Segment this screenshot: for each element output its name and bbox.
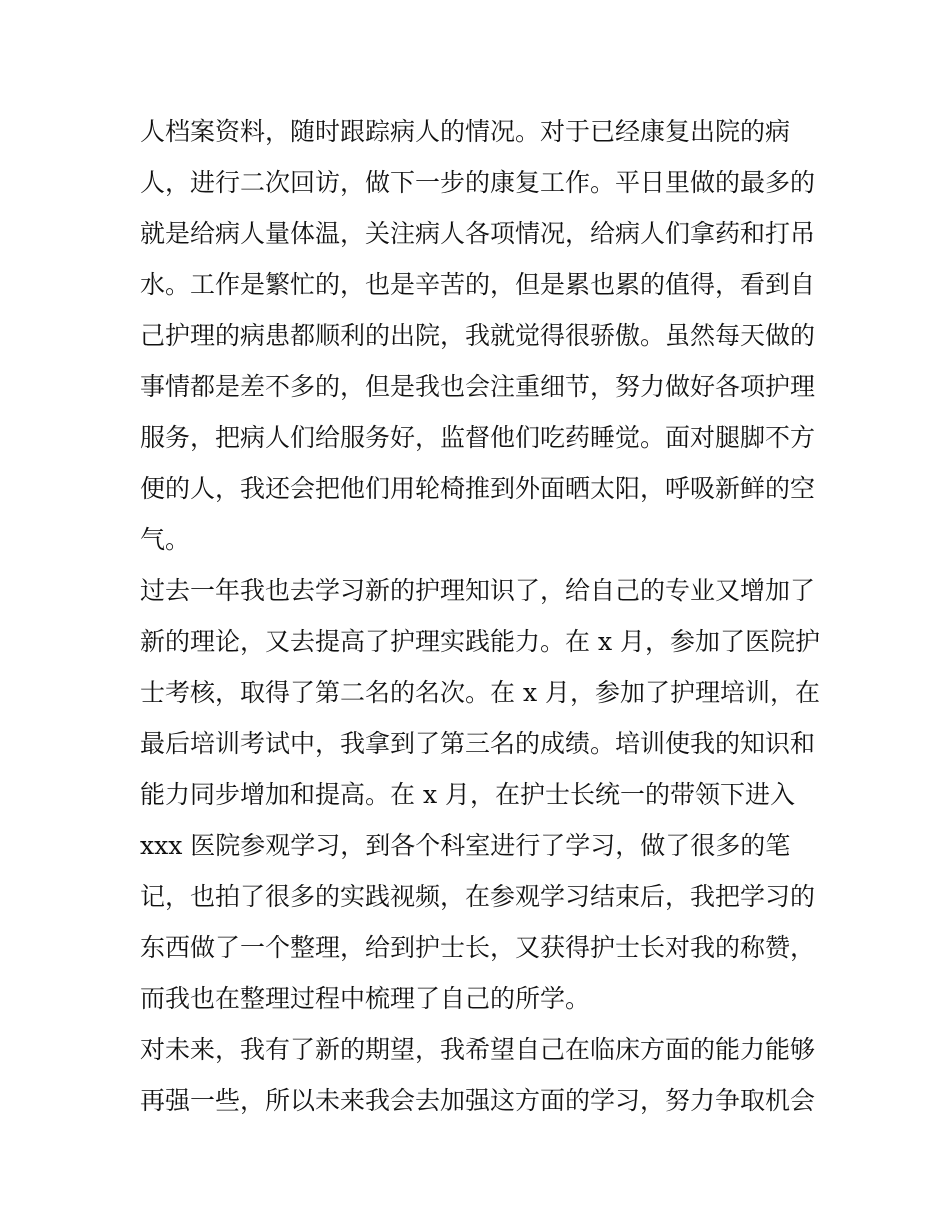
- text-line: 事情都是差不多的，但是我也会注重细节，努力做好各项护理: [140, 372, 816, 401]
- text-line: 己护理的病患都顺利的出院，我就觉得很骄傲。虽然每天做的: [140, 321, 816, 350]
- text-line: 人，进行二次回访，做下一步的康复工作。平日里做的最多的: [140, 168, 816, 197]
- body-text: [140, 106, 820, 1126]
- text-line: 而我也在整理过程中梳理了自己的所学。: [140, 984, 591, 1013]
- text-line: 再强一些，所以未来我会去加强这方面的学习，努力争取机会: [140, 1086, 816, 1115]
- text-line: 气。: [140, 525, 191, 554]
- text-line: 就是给病人量体温，关注病人各项情况，给病人们拿药和打吊: [140, 219, 816, 248]
- text-line: 士考核，取得了第二名的名次。在 x 月，参加了护理培训，在: [140, 678, 820, 707]
- text-line: 记，也拍了很多的实践视频，在参观学习结束后，我把学习的: [140, 882, 816, 911]
- text-line: 新的理论，又去提高了护理实践能力。在 x 月，参加了医院护: [140, 627, 820, 656]
- text-line: 最后培训考试中，我拿到了第三名的成绩。培训使我的知识和: [140, 729, 816, 758]
- text-line: xxx 医院参观学习，到各个科室进行了学习，做了很多的笔: [140, 831, 791, 860]
- text-line: 能力同步增加和提高。在 x 月，在护士长统一的带领下进入: [140, 780, 795, 809]
- text-line: 东西做了一个整理，给到护士长，又获得护士长对我的称赞，: [140, 933, 816, 962]
- text-line: 服务，把病人们给服务好，监督他们吃药睡觉。面对腿脚不方: [140, 423, 816, 452]
- text-line: 对未来，我有了新的期望，我希望自己在临床方面的能力能够: [140, 1035, 816, 1064]
- text-line: 过去一年我也去学习新的护理知识了，给自己的专业又增加了: [140, 576, 816, 605]
- text-line: 水。工作是繁忙的，也是辛苦的，但是累也累的值得，看到自: [140, 270, 816, 299]
- text-line: 便的人，我还会把他们用轮椅推到外面晒太阳，呼吸新鲜的空: [140, 474, 816, 503]
- text-line: 人档案资料，随时跟踪病人的情况。对于已经康复出院的病: [140, 117, 791, 146]
